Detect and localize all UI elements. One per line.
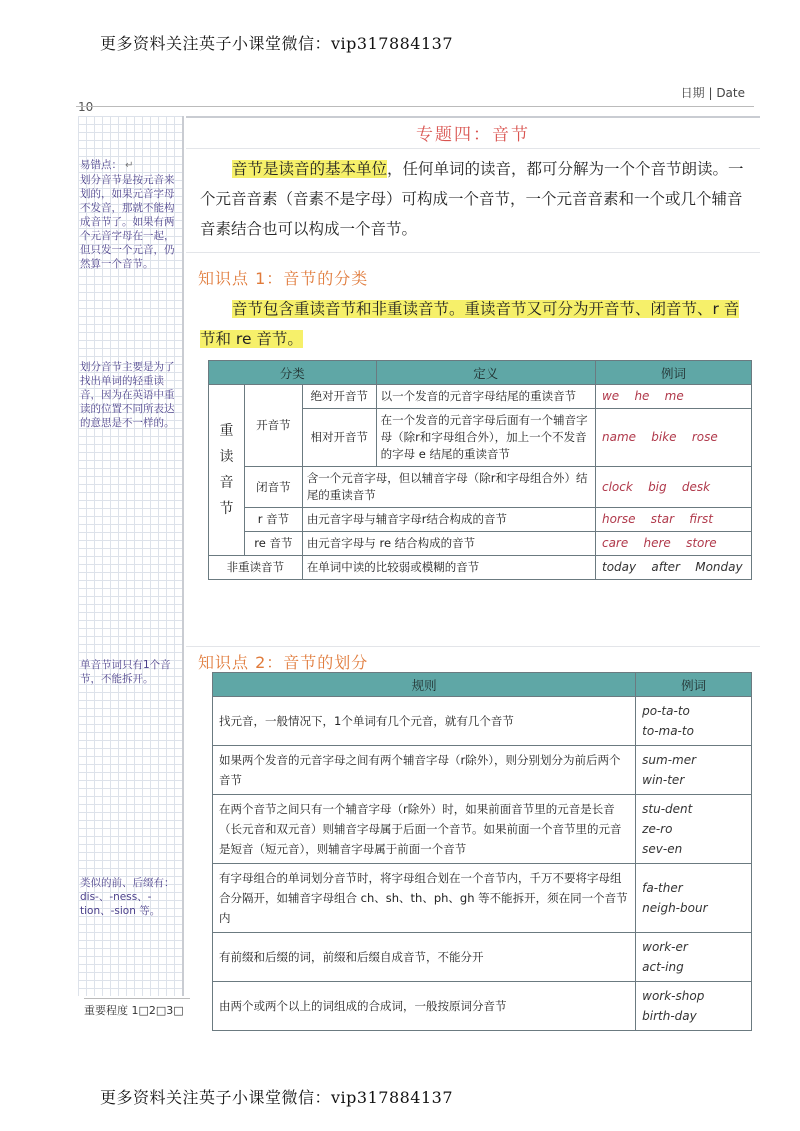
table-cell: 由元音字母与辅音字母r结合构成的音节 xyxy=(302,508,595,532)
table-row xyxy=(213,982,752,1031)
rule-cell: 有前缀和后缀的词，前缀和后缀自成音节，不能分开 xyxy=(213,933,636,982)
table-cell: 含一个元音字母，但以辅音字母（除r和字母组合外）结尾的重读音节 xyxy=(302,467,595,508)
top-rule xyxy=(76,106,754,107)
kp1-statement xyxy=(200,294,752,354)
kp1-title: 知识点 1：音节的分类 xyxy=(198,269,369,288)
table-cell: 在一个发音的元音字母后面有一个辅音字母（除r和字母组合外），加上一个不发音的字母 e 结尾的重读音节 xyxy=(376,409,595,467)
table-cell: re 音节 xyxy=(244,532,302,556)
table-cell: 闭音节 xyxy=(244,467,302,508)
table-cell: 以一个发音的元音字母结尾的重读音节 xyxy=(376,385,595,409)
divider xyxy=(186,646,760,647)
margin-note-text: 单音节词只有1个音节，不能拆开。 xyxy=(80,659,171,685)
rule-cell: 找元音，一般情况下，1个单词有几个元音，就有几个音节 xyxy=(213,697,636,746)
watermark-top: 更多资料关注英子小课堂微信：vip317884137 xyxy=(100,34,454,53)
table-row xyxy=(213,795,752,864)
rule-cell: 由两个或两个以上的词组成的合成词，一般按原词分音节 xyxy=(213,982,636,1031)
table-header: 例词 xyxy=(636,673,752,697)
table-cell: 绝对开音节 xyxy=(302,385,376,409)
margin-note-mistakes xyxy=(80,158,176,271)
table-header: 规则 xyxy=(213,673,636,697)
example-cell xyxy=(636,697,752,746)
table-row xyxy=(213,697,752,746)
margin-note-text: dis-、-ness、-tion、-sion 等。 xyxy=(80,891,161,917)
table-header-row xyxy=(209,361,752,385)
example-word: sum-mer xyxy=(642,753,697,767)
topic-title: 专题四：音节 xyxy=(416,125,530,145)
table-cell: 相对开音节 xyxy=(302,409,376,467)
table-cell: 由元音字母与 re 结合构成的音节 xyxy=(302,532,595,556)
table-cell: 非重读音节 xyxy=(209,556,303,580)
margin-column xyxy=(78,116,184,996)
example-word: stu-dent xyxy=(642,802,693,816)
example-cell: clock big desk xyxy=(595,467,751,508)
margin-note-title: 易错点： xyxy=(80,159,122,171)
divider xyxy=(186,148,760,149)
importance-rating: 重要程度 1□2□3□ xyxy=(84,998,190,1022)
example-word: po-ta-to xyxy=(642,704,690,718)
divider xyxy=(186,252,760,253)
table-row xyxy=(213,864,752,933)
stressed-group-cell xyxy=(209,385,245,556)
margin-note-monosyllable xyxy=(80,658,176,686)
rule-cell: 有字母组合的单词划分音节时，将字母组合划在一个音节内，千万不要将字母组合分隔开，如辅音字母组合 ch、sh、th、ph、gh 等不能拆开，须在同一个音节内 xyxy=(213,864,636,933)
margin-note-text: 划分音节主要是为了找出单词的轻重读音，因为在英语中重读的位置不同所表达的意思是不一样的。 xyxy=(80,361,175,429)
example-cell xyxy=(636,933,752,982)
margin-note-text: 划分音节是按元音来划的，如果元音字母不发音，那就不能构成音节了。如果有两个元音字母在一起，但只发一个元音，仍然算一个音节。 xyxy=(80,174,175,270)
table-row xyxy=(209,467,752,508)
example-word: to-ma-to xyxy=(642,724,694,738)
intro-highlight: 音节是读音的基本单位 xyxy=(232,160,388,178)
example-cell: horse star first xyxy=(595,508,751,532)
page-number: 10 xyxy=(78,100,94,114)
intro-paragraph xyxy=(200,154,752,244)
table-cell: r 音节 xyxy=(244,508,302,532)
example-cell: today after Monday xyxy=(595,556,751,580)
table-row xyxy=(209,556,752,580)
table-header: 例词 xyxy=(595,361,751,385)
table-row xyxy=(209,385,752,409)
syllable-division-table xyxy=(212,672,752,1031)
example-cell xyxy=(636,746,752,795)
cell-text: 重读音节 xyxy=(219,423,234,517)
example-word: win-ter xyxy=(642,773,685,787)
example-word: fa-ther xyxy=(642,881,683,895)
example-cell: name bike rose xyxy=(595,409,751,467)
main-column xyxy=(186,116,760,1023)
kp1-statement-text: 音节包含重读音节和非重读音节。重读音节又可分为开音节、闭音节、r 音节和 re 音节。 xyxy=(200,300,740,348)
notebook-page xyxy=(78,116,760,1022)
example-word: sev-en xyxy=(642,842,683,856)
example-word: ze-ro xyxy=(642,822,673,836)
example-cell xyxy=(636,864,752,933)
open-syllable-cell: 开音节 xyxy=(244,385,302,467)
rule-cell: 在两个音节之间只有一个辅音字母（r除外）时，如果前面音节里的元音是长音（长元音和双元音）则辅音字母属于后面一个音节。如果前面一个音节里的元音是短音（短元音），则辅音字母属于前面一个音节 xyxy=(213,795,636,864)
example-word: act-ing xyxy=(642,960,684,974)
table-row xyxy=(213,933,752,982)
table-cell: 在单词中读的比较弱或模糊的音节 xyxy=(302,556,595,580)
margin-note-title: 类似的前、后缀有： xyxy=(80,877,175,889)
example-word: birth-day xyxy=(642,1009,697,1023)
example-cell: care here store xyxy=(595,532,751,556)
rule-cell: 如果两个发音的元音字母之间有两个辅音字母（r除外），则分别划分为前后两个音节 xyxy=(213,746,636,795)
example-cell: we he me xyxy=(595,385,751,409)
arrow-left-icon: ↵ xyxy=(122,160,134,171)
kp2-title: 知识点 2：音节的划分 xyxy=(198,653,369,672)
example-word: work-er xyxy=(642,940,688,954)
example-word: neigh-bour xyxy=(642,901,708,915)
table-header: 分类 xyxy=(209,361,377,385)
intro-text: ，任何单词的读音，都可分解为一个个音节朗读。一个元音音素（音素不是字母）可构成一个音节，一个元音音素和一个或几个辅音音素结合也可以构成一个音节。 xyxy=(200,160,744,238)
table-header-row xyxy=(213,673,752,697)
example-cell xyxy=(636,982,752,1031)
table-header: 定义 xyxy=(376,361,595,385)
example-cell xyxy=(636,795,752,864)
date-label: 日期 | Date xyxy=(680,86,745,100)
syllable-classification-table xyxy=(208,360,752,580)
table-row xyxy=(209,532,752,556)
margin-note-purpose xyxy=(80,360,176,430)
margin-note-affixes xyxy=(80,876,176,918)
table-row xyxy=(213,746,752,795)
example-word: work-shop xyxy=(642,989,705,1003)
table-row xyxy=(209,508,752,532)
watermark-bottom: 更多资料关注英子小课堂微信：vip317884137 xyxy=(100,1088,454,1107)
